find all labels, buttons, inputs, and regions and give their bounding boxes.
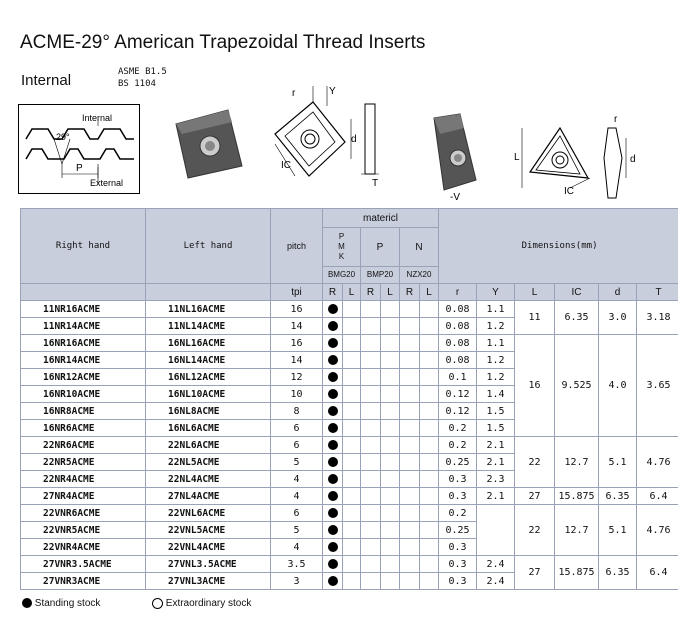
grade-cell-empty: [381, 386, 400, 403]
right-hand-code: 11NR14ACME: [21, 318, 146, 335]
grade-cell-empty: [381, 556, 400, 573]
grade-cell-empty: [420, 522, 439, 539]
grade-cell-empty: [420, 420, 439, 437]
grade-cell-empty: [343, 335, 361, 352]
dim-y-text: Y: [329, 86, 336, 97]
r-value: 0.3: [439, 471, 477, 488]
l-value: 16: [515, 335, 555, 437]
grade-cell-empty: [361, 318, 381, 335]
t-value: 4.76: [637, 437, 678, 488]
grade-cell-empty: [381, 369, 400, 386]
right-hand-code: 22VNR4ACME: [21, 539, 146, 556]
y-value: 1.2: [477, 318, 515, 335]
grade-cell-empty: [420, 301, 439, 318]
left-hand-code: 16NL6ACME: [146, 420, 271, 437]
right-hand-code: 22VNR6ACME: [21, 505, 146, 522]
tpi-value: 12: [271, 369, 323, 386]
grade-bmg20-r: [323, 539, 343, 556]
grade-cell-empty: [400, 437, 420, 454]
grade-cell-empty: [361, 471, 381, 488]
y-value: 1.1: [477, 335, 515, 352]
insert-photo-n: [168, 104, 248, 184]
y-value: 2.1: [477, 488, 515, 505]
d-value: 6.35: [599, 488, 637, 505]
dim-v-text: -V: [450, 192, 460, 202]
grade-cell-empty: [420, 573, 439, 590]
grade-cell-empty: [361, 505, 381, 522]
grade-cell-empty: [381, 505, 400, 522]
y-value: 1.5: [477, 403, 515, 420]
tpi-value: 16: [271, 335, 323, 352]
r-value: 0.2: [439, 505, 477, 522]
tpi-value: 4: [271, 539, 323, 556]
y-value: [477, 505, 515, 556]
grade-cell-empty: [400, 573, 420, 590]
table-row: [21, 556, 678, 573]
pmk-m: M: [338, 242, 345, 251]
grade-cell-empty: [343, 539, 361, 556]
dim-d2-text: d: [630, 154, 636, 165]
grade-bmg20-r: [323, 386, 343, 403]
r-value: 0.2: [439, 437, 477, 454]
grade-cell-empty: [381, 301, 400, 318]
tpi-value: 4: [271, 488, 323, 505]
filled-dot-icon: [328, 355, 338, 365]
internal-text: Internal: [82, 113, 113, 123]
table-row: [21, 437, 678, 454]
grade-cell-empty: [400, 454, 420, 471]
r-value: 0.3: [439, 488, 477, 505]
ic-value: 12.7: [555, 437, 599, 488]
grade-cell-empty: [343, 556, 361, 573]
l-value: 22: [515, 505, 555, 556]
y-value: 2.1: [477, 437, 515, 454]
r-value: 0.08: [439, 335, 477, 352]
grade-cell-empty: [400, 420, 420, 437]
left-hand-code: 16NL14ACME: [146, 352, 271, 369]
grade-cell-empty: [343, 318, 361, 335]
table-row: [21, 505, 678, 522]
grade-cell-empty: [343, 437, 361, 454]
r-value: 0.12: [439, 403, 477, 420]
tpi-value: 4: [271, 471, 323, 488]
grade-cell-empty: [381, 335, 400, 352]
grade-cell-empty: [361, 539, 381, 556]
page-title: ACME-29° American Trapezoidal Thread Inserts: [20, 32, 426, 53]
grade-cell-empty: [381, 318, 400, 335]
rl-header: R: [323, 284, 343, 301]
grade-cell-empty: [361, 437, 381, 454]
y-value: 1.2: [477, 369, 515, 386]
insert-photo-vn: [420, 110, 490, 202]
grade-cell-empty: [381, 352, 400, 369]
grade-bmg20-r: [323, 505, 343, 522]
grade-bmg20-r: [323, 556, 343, 573]
t-value: 3.18: [637, 301, 678, 335]
left-hand-code: 16NL12ACME: [146, 369, 271, 386]
grade-bmg20-r: [323, 369, 343, 386]
grade-cell-empty: [361, 301, 381, 318]
angle-text: 29°: [56, 132, 70, 142]
ic-value: 15.875: [555, 488, 599, 505]
grade-cell-empty: [420, 471, 439, 488]
grade-cell-empty: [361, 386, 381, 403]
ic-value: 12.7: [555, 505, 599, 556]
right-hand-code: 16NR16ACME: [21, 335, 146, 352]
grade-cell-empty: [400, 488, 420, 505]
r-value: 0.08: [439, 352, 477, 369]
r-value: 0.1: [439, 369, 477, 386]
grade-cell-empty: [400, 403, 420, 420]
grade-cell-empty: [343, 505, 361, 522]
y-value: 2.4: [477, 573, 515, 590]
left-hand-code: 27VNL3.5ACME: [146, 556, 271, 573]
thread-profile-diagram: [18, 104, 140, 194]
grade-cell-empty: [381, 403, 400, 420]
grade-cell-empty: [361, 522, 381, 539]
tpi-value: 5: [271, 522, 323, 539]
filled-dot-icon: [328, 542, 338, 552]
y-value: 2.4: [477, 556, 515, 573]
grade-cell-empty: [400, 301, 420, 318]
filled-dot-icon: [328, 491, 338, 501]
grade-nzx20: NZX20: [400, 267, 439, 284]
left-hand-code: 22NL6ACME: [146, 437, 271, 454]
grade-cell-empty: [381, 573, 400, 590]
right-hand-code: 27VNR3ACME: [21, 573, 146, 590]
dim-r2-text: r: [614, 114, 618, 125]
filled-dot-icon: [22, 598, 32, 608]
grade-cell-empty: [343, 369, 361, 386]
grade-cell-empty: [343, 573, 361, 590]
pmk-p: P: [338, 232, 345, 241]
rl-header: L: [343, 284, 361, 301]
right-hand-code: 11NR16ACME: [21, 301, 146, 318]
filled-dot-icon: [328, 525, 338, 535]
right-hand-code: 27NR4ACME: [21, 488, 146, 505]
r-value: 0.25: [439, 454, 477, 471]
tpi-value: 14: [271, 352, 323, 369]
legend-standing: [22, 598, 100, 609]
grade-cell-empty: [400, 522, 420, 539]
r-value: 0.12: [439, 386, 477, 403]
left-hand-code: 27VNL3ACME: [146, 573, 271, 590]
filled-dot-icon: [328, 474, 338, 484]
grade-bmg20-r: [323, 488, 343, 505]
d-value: 3.0: [599, 301, 637, 335]
tpi-value: 3.5: [271, 556, 323, 573]
dim-d-text: d: [351, 134, 357, 145]
grade-cell-empty: [420, 488, 439, 505]
l-value: 27: [515, 556, 555, 590]
left-hand-code: 16NL10ACME: [146, 386, 271, 403]
ic-value: 6.35: [555, 301, 599, 335]
r-value: 0.3: [439, 539, 477, 556]
grade-cell-empty: [361, 488, 381, 505]
grade-cell-empty: [420, 352, 439, 369]
tpi-value: 16: [271, 301, 323, 318]
right-hand-code: 22NR6ACME: [21, 437, 146, 454]
grade-cell-empty: [420, 437, 439, 454]
grade-cell-empty: [361, 352, 381, 369]
filled-dot-icon: [328, 304, 338, 314]
t-value: 4.76: [637, 505, 678, 556]
d-value: 4.0: [599, 335, 637, 437]
dim-header: r: [439, 284, 477, 301]
table-row: [21, 488, 678, 505]
tpi-value: 6: [271, 420, 323, 437]
legend-extra: [152, 598, 251, 609]
r-value: 0.25: [439, 522, 477, 539]
grade-bmg20-r: [323, 318, 343, 335]
filled-dot-icon: [328, 440, 338, 450]
left-hand-code: 22VNL6ACME: [146, 505, 271, 522]
filled-dot-icon: [328, 559, 338, 569]
grade-bmg20: BMG20: [323, 267, 361, 284]
y-value: 1.5: [477, 420, 515, 437]
tpi-value: 5: [271, 454, 323, 471]
col-material: matericl: [323, 209, 439, 228]
right-hand-code: 16NR14ACME: [21, 352, 146, 369]
grade-cell-empty: [420, 335, 439, 352]
rl-header: R: [400, 284, 420, 301]
external-text: External: [90, 178, 124, 188]
right-hand-code: 22NR5ACME: [21, 454, 146, 471]
grade-cell-empty: [343, 301, 361, 318]
grade-cell-empty: [400, 386, 420, 403]
grade-cell-empty: [400, 318, 420, 335]
r-value: 0.08: [439, 301, 477, 318]
col-left-hand: Left hand: [146, 209, 271, 284]
filled-dot-icon: [328, 338, 338, 348]
table-row: [21, 301, 678, 318]
grade-cell-empty: [361, 403, 381, 420]
spec-table: [20, 208, 678, 590]
left-hand-code: 22VNL4ACME: [146, 539, 271, 556]
grade-bmg20-r: [323, 437, 343, 454]
grade-bmg20-r: [323, 522, 343, 539]
filled-dot-icon: [328, 576, 338, 586]
grade-bmg20-r: [323, 335, 343, 352]
grade-cell-empty: [400, 556, 420, 573]
filled-dot-icon: [328, 321, 338, 331]
rl-header: R: [361, 284, 381, 301]
y-value: 2.1: [477, 454, 515, 471]
left-hand-code: 11NL16ACME: [146, 301, 271, 318]
insert-drawing-n: [265, 84, 390, 194]
grade-cell-empty: [361, 369, 381, 386]
left-hand-code: 22VNL5ACME: [146, 522, 271, 539]
right-hand-code: 22VNR5ACME: [21, 522, 146, 539]
left-hand-code: 22NL4ACME: [146, 471, 271, 488]
tpi-value: 8: [271, 403, 323, 420]
dim-header: T: [637, 284, 678, 301]
legend-extra-text: Extraordinary stock: [165, 598, 252, 610]
d-value: 6.35: [599, 556, 637, 590]
grade-cell-empty: [381, 522, 400, 539]
grade-cell-empty: [420, 556, 439, 573]
grade-cell-empty: [361, 420, 381, 437]
dim-l-text: L: [514, 152, 520, 163]
dim-header: IC: [555, 284, 599, 301]
ic-value: 9.525: [555, 335, 599, 437]
grade-cell-empty: [343, 488, 361, 505]
d-value: 5.1: [599, 437, 637, 488]
right-hand-code: 27VNR3.5ACME: [21, 556, 146, 573]
left-hand-code: 16NL16ACME: [146, 335, 271, 352]
rl-header: L: [381, 284, 400, 301]
filled-dot-icon: [328, 389, 338, 399]
pitch-text: P: [76, 163, 83, 174]
tpi-header: tpi: [271, 284, 323, 301]
table-row: [21, 335, 678, 352]
rl-header: L: [420, 284, 439, 301]
y-value: 2.3: [477, 471, 515, 488]
grade-bmg20-r: [323, 420, 343, 437]
grade-cell-empty: [343, 522, 361, 539]
dim-ic2-text: IC: [564, 186, 574, 197]
left-hand-code: 22NL5ACME: [146, 454, 271, 471]
standard-asme: ASME B1.5: [118, 67, 167, 77]
left-hand-code: 11NL14ACME: [146, 318, 271, 335]
grade-cell-empty: [343, 420, 361, 437]
t-value: 3.65: [637, 335, 678, 437]
grade-cell-empty: [343, 403, 361, 420]
right-hand-code: 16NR12ACME: [21, 369, 146, 386]
grade-cell-empty: [381, 488, 400, 505]
l-value: 22: [515, 437, 555, 488]
dim-header: Y: [477, 284, 515, 301]
y-value: 1.2: [477, 352, 515, 369]
filled-dot-icon: [328, 457, 338, 467]
grade-cell-empty: [400, 369, 420, 386]
filled-dot-icon: [328, 508, 338, 518]
n-header: N: [400, 228, 439, 267]
dim-header: L: [515, 284, 555, 301]
standards: [118, 66, 167, 90]
l-value: 27: [515, 488, 555, 505]
dim-r-text: r: [292, 88, 296, 99]
r-value: 0.08: [439, 318, 477, 335]
grade-cell-empty: [381, 539, 400, 556]
grade-cell-empty: [420, 539, 439, 556]
grade-cell-empty: [381, 471, 400, 488]
right-hand-code: 22NR4ACME: [21, 471, 146, 488]
tpi-value: 6: [271, 437, 323, 454]
grade-cell-empty: [420, 505, 439, 522]
dim-header: d: [599, 284, 637, 301]
filled-dot-icon: [328, 372, 338, 382]
left-hand-code: 16NL8ACME: [146, 403, 271, 420]
grade-bmg20-r: [323, 573, 343, 590]
p-header: P: [361, 228, 400, 267]
grade-bmg20-r: [323, 454, 343, 471]
grade-cell-empty: [343, 454, 361, 471]
tpi-value: 10: [271, 386, 323, 403]
grade-cell-empty: [361, 573, 381, 590]
grade-cell-empty: [381, 437, 400, 454]
grade-cell-empty: [400, 335, 420, 352]
left-hand-code: 27NL4ACME: [146, 488, 271, 505]
grade-cell-empty: [420, 318, 439, 335]
pmk-k: K: [338, 252, 345, 261]
grade-cell-empty: [420, 454, 439, 471]
right-hand-code: 16NR6ACME: [21, 420, 146, 437]
grade-cell-empty: [343, 386, 361, 403]
col-dimensions: Dimensions(mm): [439, 209, 678, 284]
tpi-value: 6: [271, 505, 323, 522]
y-value: 1.4: [477, 386, 515, 403]
right-hand-code: 16NR10ACME: [21, 386, 146, 403]
open-dot-icon: [152, 598, 163, 609]
tpi-value: 3: [271, 573, 323, 590]
grade-bmp20: BMP20: [361, 267, 400, 284]
grade-cell-empty: [420, 369, 439, 386]
grade-cell-empty: [400, 352, 420, 369]
grade-bmg20-r: [323, 403, 343, 420]
ic-value: 15.875: [555, 556, 599, 590]
grade-bmg20-r: [323, 471, 343, 488]
grade-bmg20-r: [323, 352, 343, 369]
r-value: 0.2: [439, 420, 477, 437]
insert-drawing-vn: [500, 108, 660, 208]
grade-cell-empty: [361, 556, 381, 573]
y-value: 1.1: [477, 301, 515, 318]
right-hand-code: 16NR8ACME: [21, 403, 146, 420]
grade-cell-empty: [420, 403, 439, 420]
r-value: 0.3: [439, 556, 477, 573]
r-value: 0.3: [439, 573, 477, 590]
l-value: 11: [515, 301, 555, 335]
grade-cell-empty: [400, 505, 420, 522]
dim-ic-text: IC: [281, 160, 291, 171]
internal-label: Internal: [21, 72, 72, 89]
col-pitch: pitch: [271, 209, 323, 284]
grade-bmg20-r: [323, 301, 343, 318]
standard-bs: BS 1104: [118, 79, 156, 89]
grade-cell-empty: [381, 420, 400, 437]
col-right-hand: Right hand: [21, 209, 146, 284]
dim-t-text: T: [372, 178, 379, 189]
grade-cell-empty: [400, 539, 420, 556]
grade-cell-empty: [361, 335, 381, 352]
grade-cell-empty: [400, 471, 420, 488]
d-value: 5.1: [599, 505, 637, 556]
legend-standing-text: Standing stock: [34, 598, 101, 609]
grade-cell-empty: [361, 454, 381, 471]
filled-dot-icon: [328, 423, 338, 433]
grade-cell-empty: [343, 352, 361, 369]
grade-cell-empty: [343, 471, 361, 488]
grade-cell-empty: [420, 386, 439, 403]
grade-cell-empty: [381, 454, 400, 471]
pmk-header: [323, 228, 361, 267]
t-value: 6.4: [637, 488, 678, 505]
tpi-value: 14: [271, 318, 323, 335]
filled-dot-icon: [328, 406, 338, 416]
t-value: 6.4: [637, 556, 678, 590]
